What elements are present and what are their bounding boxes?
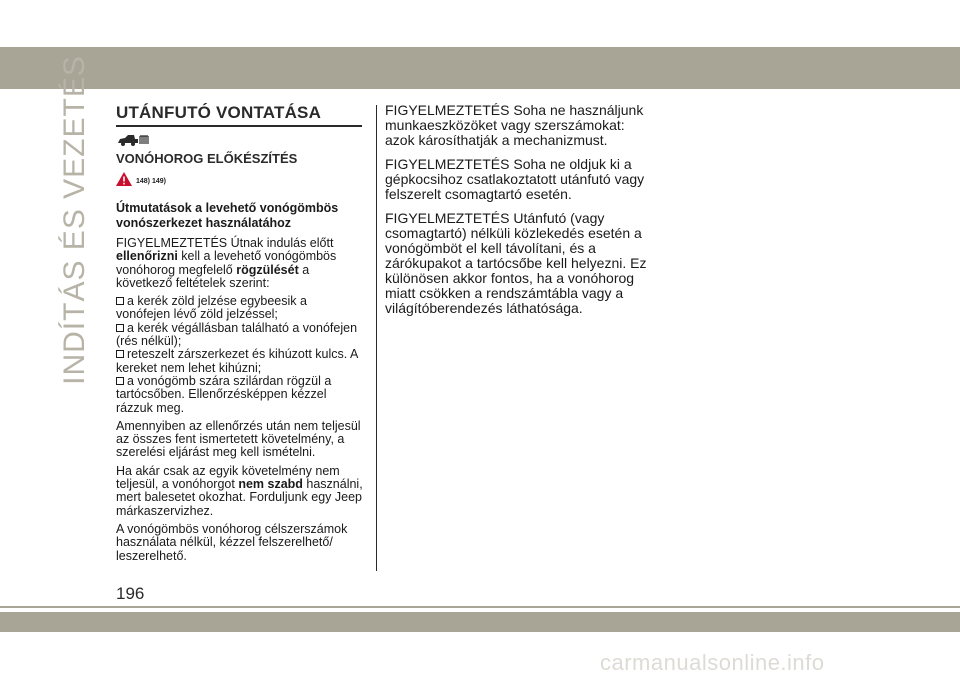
paragraph-repeat: Amennyiben az ellenőrzés után nem teljesül az összes fent ismertetett követelmény, a szerelési eljárást meg kell ismételni. <box>116 418 361 460</box>
column-divider <box>376 105 377 571</box>
warning-paragraph: FIGYELMEZTETÉS Soha ne használjunk munkaeszközöket vagy szerszámokat: azok károsíthatják a mechanizmust. <box>385 102 644 148</box>
footer-band <box>0 612 960 632</box>
page-top-margin <box>0 0 960 47</box>
checkbox-bullet-icon <box>116 377 124 385</box>
paragraph-mounting: A vonógömbös vonóhorog célszerszámok használata nélkül, kézzel felszerelhető/ leszerelhető. <box>116 521 348 563</box>
footer-rule <box>0 606 960 608</box>
header-band <box>0 47 960 89</box>
warning-paragraph: FIGYELMEZTETÉS Utánfutó (vagy csomagtartó) nélküli közlekedés esetén a vonógömböt el kell távolítani, és a zárókupakot a tartócsőbe kell helyezni. Ez különösen akkor fontos, ha a vonóhorog miatt csökken a rendszámtábla vagy a világítóberendezés láthatósága. <box>385 210 647 316</box>
warning-references: 148) 149) <box>136 178 166 185</box>
page-number: 196 <box>116 584 145 603</box>
section-title: UTÁNFUTÓ VONTATÁSA <box>116 103 362 127</box>
footer-watermark: carmanualsonline.info <box>600 650 825 675</box>
chapter-title: INDÍTÁS ÉS VEZETÉS <box>58 55 91 385</box>
warning-paragraph: FIGYELMEZTETÉS Soha ne oldjuk ki a gépkocsihoz csatlakoztatott utánfutó vagy felszerelt csomagtartó esetén. <box>385 156 645 202</box>
checkbox-bullet-icon <box>116 324 124 332</box>
chapter-sidebar <box>55 55 95 385</box>
jeep-vehicle-icon <box>116 133 364 147</box>
warning-triangle-icon <box>116 172 132 191</box>
paragraph-check: FIGYELMEZTETÉS Útnak indulás előtt ellenőrizni kell a levehető vonógömbös vonóhorog megfelelő rögzülését a következő feltételek szerint: <box>116 236 337 290</box>
checkbox-bullet-icon <box>116 297 124 305</box>
checkbox-bullet-icon <box>116 350 124 358</box>
list-item: a vonógömb szára szilárdan rögzül a tartócsőben. Ellenőrzésképpen kézzel rázzuk meg. <box>116 373 332 415</box>
left-column <box>116 103 364 568</box>
list-item: a kerék zöld jelzése egybeesik a vonófejen lévő zöld jelzéssel; <box>116 294 307 322</box>
instructions-heading: Útmutatások a levehető vonógömbös vonószerkezet használatához <box>116 201 339 230</box>
paragraph-dealer: Ha akár csak az egyik követelmény nem teljesül, a vonóhorgot nem szabd használni, mert balesetet okozhat. Forduljunk egy Jeep márkaszervizhez. <box>116 463 363 518</box>
section-subtitle: VONÓHOROG ELŐKÉSZÍTÉS <box>116 151 298 166</box>
right-column <box>385 103 649 325</box>
warning-row <box>116 172 364 191</box>
list-item: reteszelt zárszerkezet és kihúzott kulcs. A kereket nem lehet kihúzni; <box>116 347 358 375</box>
list-item: a kerék végállásban található a vonófejen (rés nélkül); <box>116 320 358 349</box>
